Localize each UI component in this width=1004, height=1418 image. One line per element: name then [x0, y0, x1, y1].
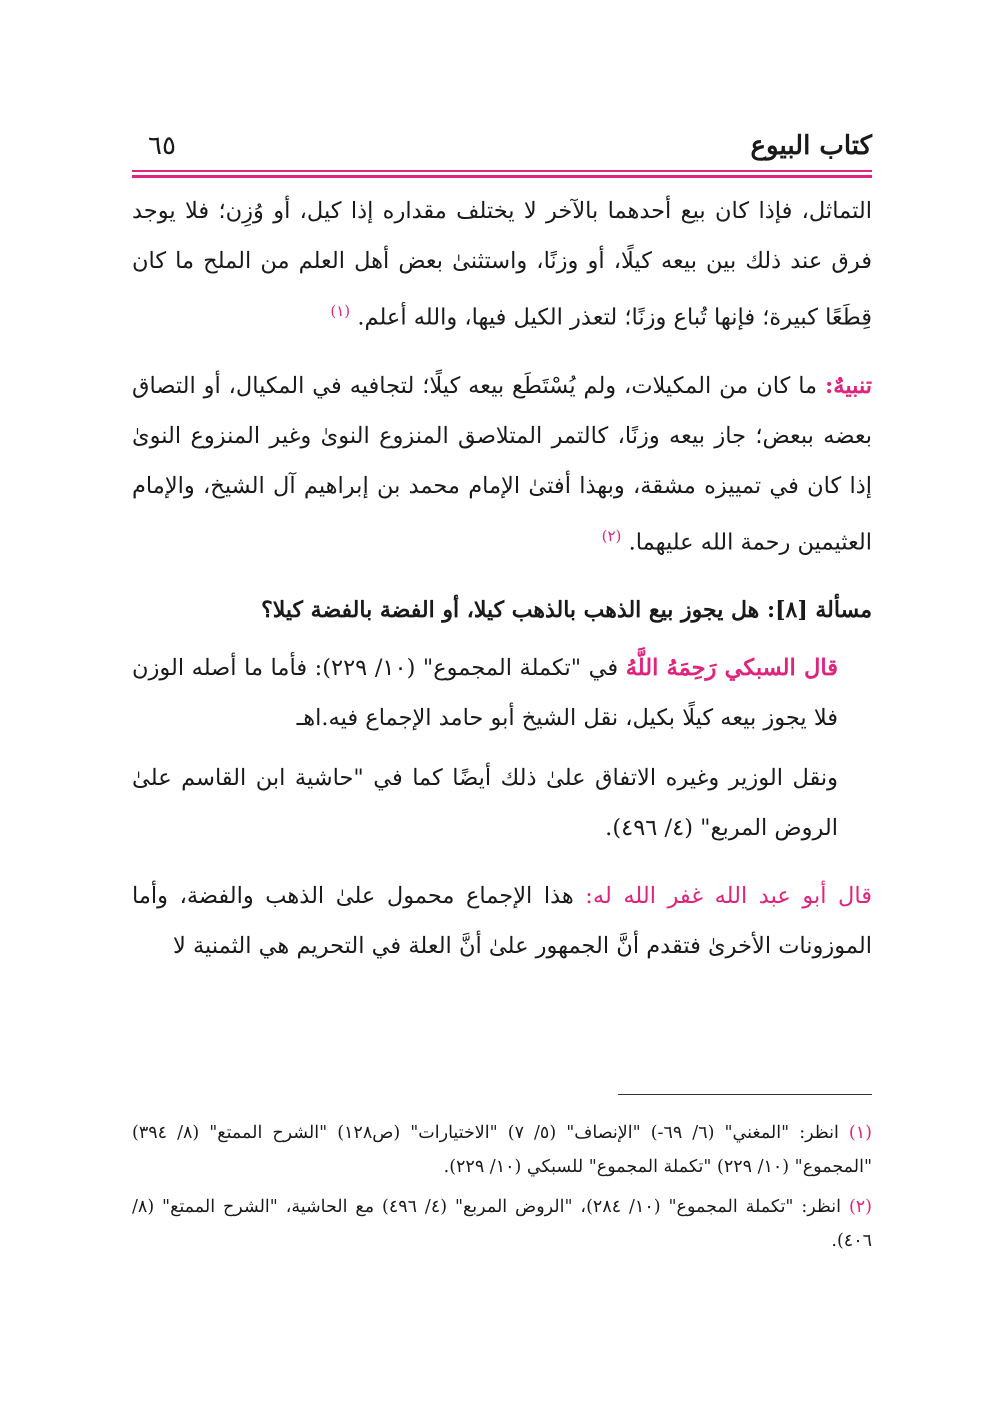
paragraph-2-text: ما كان من المكيلات، ولم يُسْتَطَع بيعه كيلًا؛ لتجافيه في المكيال، أو التصاق بعضه ببعض؛ جاز بيعه وزنًا، كالتمر المتلاصق المنزوع النوىٰ وغير المنزوع النوىٰ إذا كان في تمييزه مشقة، وبهذا أفتىٰ الإمام محمد بن إبراهيم آل الشيخ، والإمام العثيمين رحمة الله عليهما. — [132, 372, 872, 555]
paragraph-1 — [132, 186, 872, 343]
issue-prefix: مسألة [٨]: — [766, 597, 872, 623]
paragraph-4-text: ونقل الوزير وغيره الاتفاق علىٰ ذلك أيضًا كما في "حاشية ابن القاسم علىٰ الروض المربع" (٤/ ٤٩٦). — [132, 765, 838, 841]
header-rule-top — [132, 170, 872, 172]
paragraph-3 — [132, 643, 872, 743]
footnote-separator — [618, 1094, 872, 1095]
header-rule-bottom — [132, 175, 872, 178]
paragraph-4 — [132, 753, 872, 853]
paragraph-2 — [132, 361, 872, 568]
footnote-number: (١) — [848, 1123, 872, 1143]
paragraph-5 — [132, 871, 872, 971]
footnotes — [132, 1116, 872, 1264]
footnote-text: انظر: "تكملة المجموع" (١٠/ ٢٨٤)، "الروض المربع" (٤/ ٤٩٦) مع الحاشية، "الشرح الممتع" (٨/ ٤٠٦). — [132, 1197, 872, 1251]
running-title: كتاب البيوع — [750, 131, 872, 161]
quote-speaker: قال السبكي رَحِمَهُ اللَّهُ — [625, 655, 838, 681]
footnote-number: (٢) — [848, 1197, 872, 1217]
issue-heading — [132, 585, 872, 635]
note-label: تنبيهٌ: — [825, 372, 872, 399]
footnote-2 — [132, 1190, 872, 1258]
footnote-text: انظر: "المغني" (٦/ ٦٩-) "الإنصاف" (٥/ ٧) "الاختيارات" (ص١٢٨) "الشرح الممتع" (٨/ ٣٩٤) "المجموع" (١٠/ ٢٢٩) "تكملة المجموع" للسبكي (١٠/ ٢٢٩). — [132, 1123, 872, 1177]
page-number: ٦٥ — [148, 131, 176, 161]
footnote-1 — [132, 1116, 872, 1184]
paragraph-5-text: هذا الإجماع محمول علىٰ الذهب والفضة، وأما الموزونات الأخرىٰ فتقدم أنَّ الجمهور علىٰ أنَّ العلة في التحريم هي الثمنية لا — [132, 883, 872, 959]
main-text — [132, 186, 872, 989]
footnote-ref-1[interactable]: (١) — [330, 302, 351, 320]
page-header — [132, 128, 872, 168]
footnote-ref-2[interactable]: (٢) — [601, 526, 622, 545]
issue-title: هل يجوز بيع الذهب بالذهب كيلا، أو الفضة بالفضة كيلا؟ — [261, 597, 760, 623]
paragraph-3-text: في "تكملة المجموع" (١٠/ ٢٢٩): فأما ما أصله الوزن فلا يجوز بيعه كيلًا بكيل، نقل الشيخ أبو حامد الإجماع فيه.اهـ — [132, 655, 838, 731]
author-label: قال أبو عبد الله غفر الله له: — [585, 883, 872, 909]
paragraph-1-text: التماثل، فإذا كان بيع أحدهما بالآخر لا يختلف مقداره إذا كيل، أو وُزِن؛ فلا يوجد فرق عند ذلك بين بيعه كيلًا، أو وزنًا، واستثنىٰ بعض أهل العلم من الملح ما كان قِطَعًا كبيرة؛ فإنها تُباع وزنًا؛ لتعذر الكيل فيها، والله أعلم. — [132, 198, 872, 331]
